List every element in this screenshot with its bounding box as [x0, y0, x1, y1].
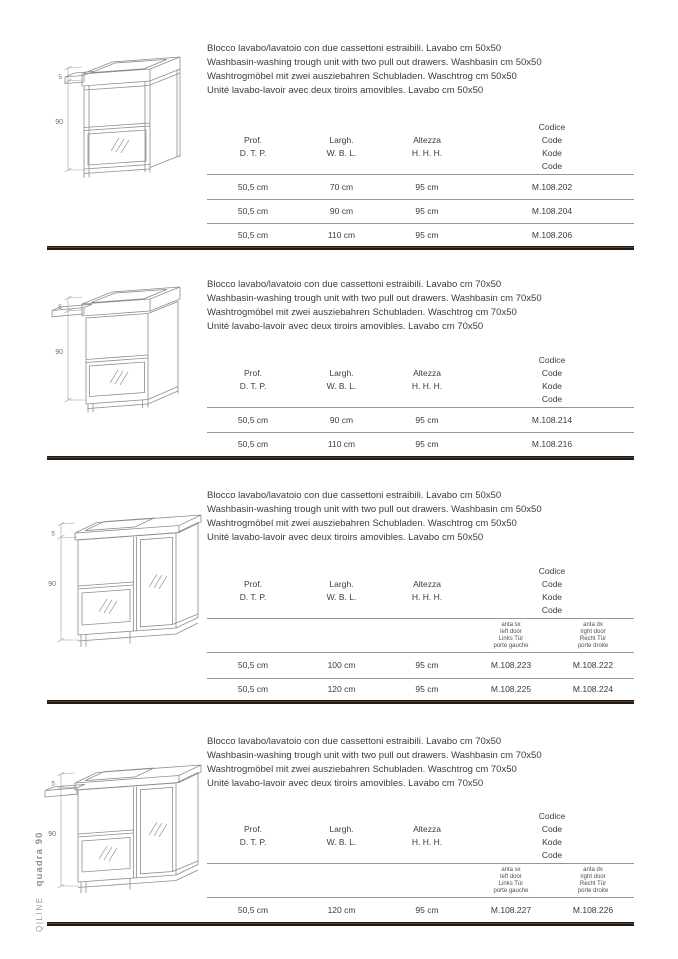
- subcolumn-header-right-door: anta dx right door Recht Tür porte droite: [577, 622, 609, 649]
- table-row: 50,5 cm 120 cm 95 cm M.108.227 M.108.226: [237, 904, 614, 915]
- column-header-codice: Codice Code Kode Code: [538, 122, 566, 171]
- total-height-90-label: 90: [48, 581, 56, 588]
- total-height-90-label: 90: [55, 349, 63, 356]
- description-line-fr: Unité lavabo-lavoir avec deux tiroirs amovibles. Lavabo cm 50x50: [207, 532, 484, 543]
- column-header-largh: Largh. W. B. L.: [326, 824, 357, 847]
- cabinet-body: [78, 523, 198, 648]
- description-line-en: Washbasin-washing trough unit with two pull out drawers. Washbasin cm 50x50: [207, 504, 542, 515]
- column-header-altezza: Altezza H. H. H.: [411, 368, 443, 391]
- total-height-90-label: 90: [55, 119, 63, 126]
- column-header-codice: Codice Code Kode Code: [538, 811, 566, 860]
- column-header-largh: Largh. W. B. L.: [326, 368, 357, 391]
- description-line-en: Washbasin-washing trough unit with two pull out drawers. Washbasin cm 50x50: [207, 57, 542, 68]
- glass-hatch-icon: [111, 138, 129, 153]
- basin-height-5-label: 5: [51, 780, 55, 788]
- product-description-4: [207, 735, 542, 791]
- cabinet-body: [86, 302, 178, 413]
- cabinet-body: [78, 773, 198, 894]
- product-description-3: [207, 489, 542, 545]
- description-line-it: Blocco lavabo/lavatoio con due cassettoni estraibili. Lavabo cm 70x50: [207, 736, 502, 747]
- table-row: 50,5 cm 120 cm 95 cm M.108.225 M.108.224: [237, 684, 614, 694]
- dimension-line: [65, 296, 87, 402]
- column-header-altezza: Altezza H. H. H.: [411, 579, 443, 602]
- description-line-de: Washtrogmöbel mit zwei ausziebahren Schubladen. Waschtrog cm 70x50: [207, 307, 517, 318]
- table-rule: [207, 863, 634, 864]
- basin-height-5-label: 5: [58, 74, 62, 81]
- column-header-largh: Largh. W. B. L.: [326, 579, 357, 602]
- side-brand-label: [29, 832, 47, 932]
- subcolumn-header-left-door: anta sx left door Links Tür porte gauche: [493, 622, 529, 649]
- table-row: 50,5 cm 100 cm 95 cm M.108.223 M.108.222: [237, 660, 614, 670]
- description-line-fr: Unité lavabo-lavoir avec deux tiroirs amovibles. Lavabo cm 70x50: [207, 778, 484, 789]
- product-description-1: [207, 42, 542, 98]
- column-header-prof: Prof. D. T. P.: [239, 368, 267, 391]
- washbasin-top: [75, 765, 201, 790]
- table-row: 50,5 cm 90 cm 95 cm M.108.214: [237, 414, 573, 425]
- column-header-prof: Prof. D. T. P.: [239, 824, 267, 847]
- description-line-de: Washtrogmöbel mit zwei ausziebahren Schubladen. Waschtrog cm 50x50: [207, 518, 517, 529]
- column-header-codice: Codice Code Kode Code: [538, 355, 566, 404]
- basin-height-5-label: 5: [58, 304, 62, 311]
- table-row: 50,5 cm 90 cm 95 cm M.108.204: [237, 206, 573, 216]
- description-line-en: Washbasin-washing trough unit with two pull out drawers. Washbasin cm 70x50: [207, 750, 542, 761]
- washbasin-top: [82, 287, 180, 316]
- description-line-de: Washtrogmöbel mit zwei ausziebahren Schubladen. Waschtrog cm 70x50: [207, 764, 517, 775]
- column-header-largh: Largh. W. B. L.: [326, 135, 357, 158]
- column-header-codice: Codice Code Kode Code: [538, 566, 566, 615]
- description-line-it: Blocco lavabo/lavatoio con due cassettoni estraibili. Lavabo cm 50x50: [207, 490, 502, 501]
- subcolumn-header-left-door: anta sx left door Links Tür porte gauche: [493, 867, 529, 894]
- column-header-altezza: Altezza H. H. H.: [411, 824, 443, 847]
- table-row: 50,5 cm 110 cm 95 cm M.108.216: [237, 439, 573, 449]
- washbasin-top: [82, 57, 180, 86]
- table-row: 50,5 cm 70 cm 95 cm M.108.202: [237, 181, 573, 192]
- description-line-fr: Unité lavabo-lavoir avec deux tiroirs amovibles. Lavabo cm 70x50: [207, 321, 484, 332]
- column-header-prof: Prof. D. T. P.: [239, 135, 267, 158]
- table-row: 50,5 cm 110 cm 95 cm M.108.206: [237, 229, 573, 240]
- column-header-altezza: Altezza H. H. H.: [411, 135, 443, 158]
- glass-hatch-icon: [99, 822, 167, 861]
- description-line-it: Blocco lavabo/lavatoio con due cassettoni estraibili. Lavabo cm 50x50: [207, 43, 502, 54]
- glass-hatch-icon: [99, 574, 167, 614]
- basin-height-5-label: 5: [51, 530, 55, 538]
- product-description-2: [207, 278, 542, 334]
- description-line-it: Blocco lavabo/lavatoio con due cassettoni estraibili. Lavabo cm 70x50: [207, 279, 502, 290]
- column-header-prof: Prof. D. T. P.: [239, 579, 267, 602]
- description-line-en: Washbasin-washing trough unit with two pull out drawers. Washbasin cm 70x50: [207, 293, 542, 304]
- section-separator: [47, 922, 634, 926]
- description-line-fr: Unité lavabo-lavoir avec deux tiroirs amovibles. Lavabo cm 50x50: [207, 85, 484, 96]
- section-separator: [47, 700, 634, 704]
- unit-drawing-3: [33, 502, 208, 660]
- glass-hatch-icon: [110, 370, 128, 385]
- washbasin-top: [75, 515, 201, 540]
- unit-drawing-2: [38, 280, 206, 428]
- description-line-de: Washtrogmöbel mit zwei ausziebahren Schubladen. Waschtrog cm 50x50: [207, 71, 517, 82]
- series-name: quadra 90: [34, 831, 45, 887]
- brand-name: Q|LINE: [35, 896, 44, 932]
- total-height-90-label: 90: [48, 831, 56, 838]
- section-separator: [47, 246, 634, 250]
- table-rule: [207, 618, 634, 619]
- subcolumn-header-right-door: anta dx right door Recht Tür porte droite: [577, 867, 609, 894]
- section-separator: [47, 456, 634, 460]
- unit-drawing-4: [33, 748, 208, 906]
- unit-drawing-1: [38, 50, 206, 198]
